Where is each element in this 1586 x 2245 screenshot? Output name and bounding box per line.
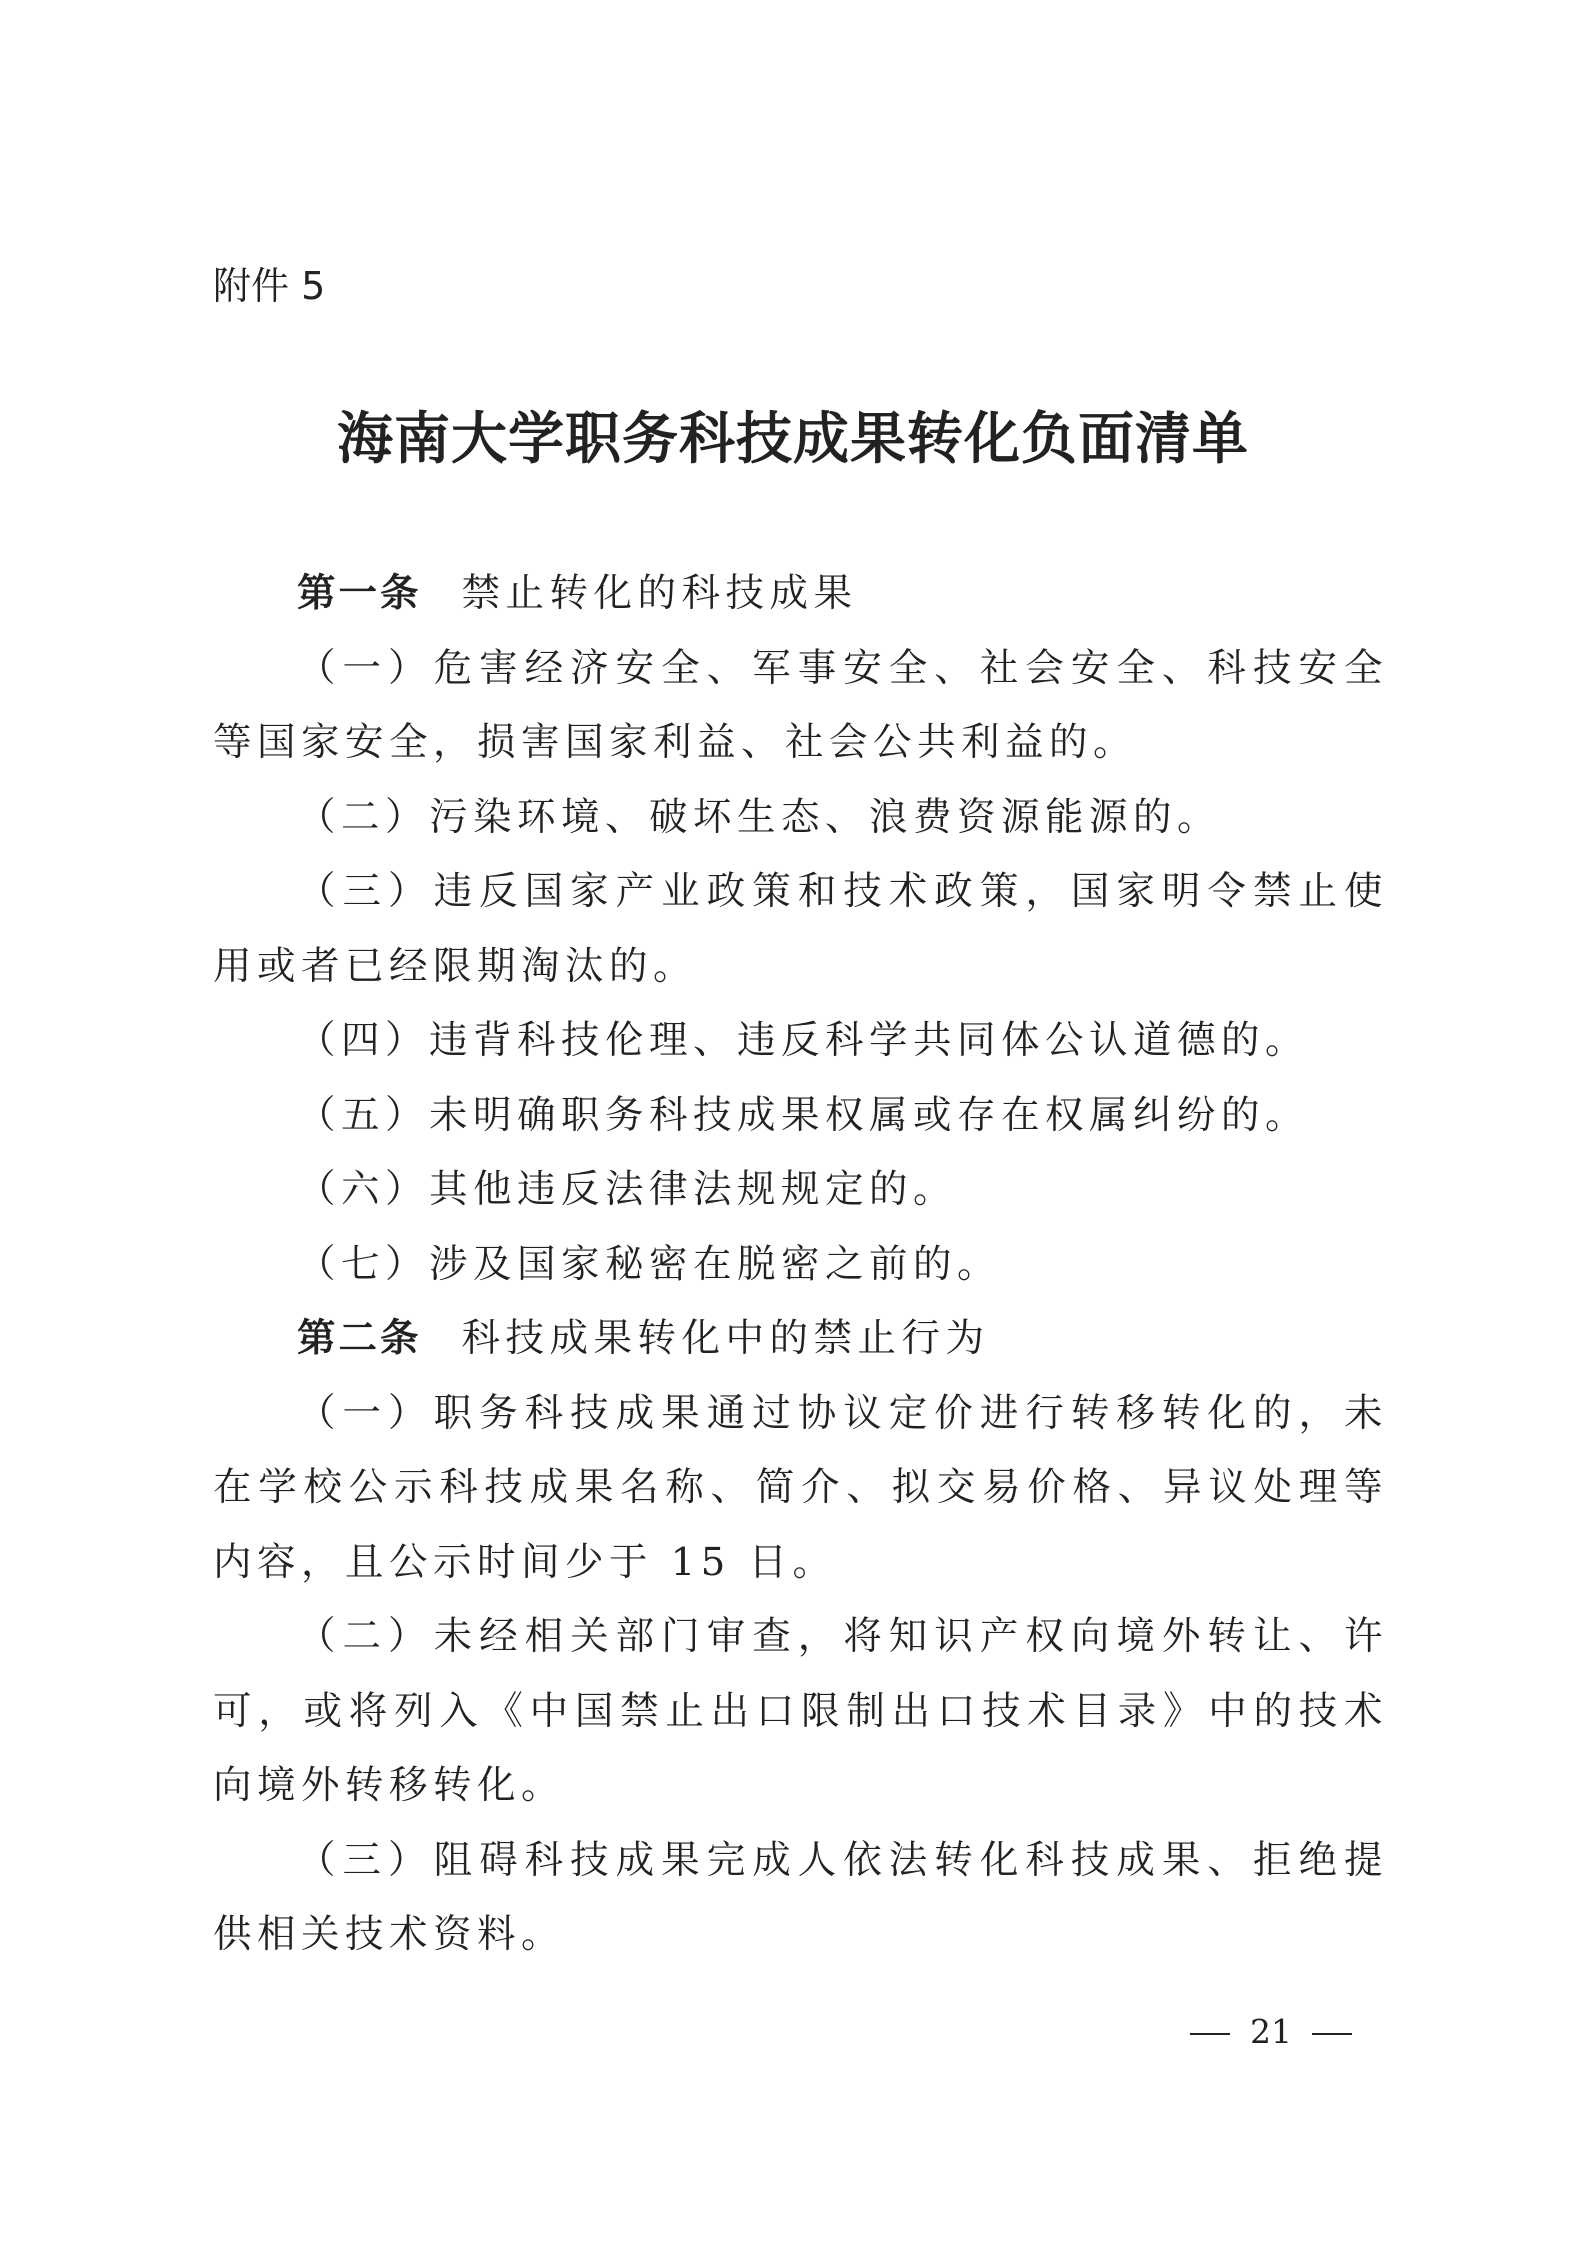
article-2-heading: 第二条 xyxy=(297,1316,422,1361)
article-1-heading: 第一条 xyxy=(297,571,422,616)
article-2-heading-line xyxy=(213,1302,1388,1377)
page-number: 21 xyxy=(1250,2012,1292,2051)
article-1-item: （三）违反国家产业政策和技术政策，国家明令禁止使用或者已经限期淘汰的。 xyxy=(213,869,1388,989)
page-footer xyxy=(1170,2012,1372,2052)
page-number-dash-right xyxy=(1312,2033,1352,2035)
article-1-item: （七）涉及国家秘密在脱密之前的。 xyxy=(297,1241,1002,1287)
document-title: 海南大学职务科技成果转化负面清单 xyxy=(337,406,1249,472)
article-1-item: （五）未明确职务科技成果权属或存在权属纠纷的。 xyxy=(297,1092,1310,1138)
attachment-label: 附件 5 xyxy=(213,264,326,308)
article-2-item: （三）阻碍科技成果完成人依法转化科技成果、拒绝提供相关技术资料。 xyxy=(213,1837,1388,1957)
article-1-item: （四）违背科技伦理、违反科学共同体公认道德的。 xyxy=(297,1018,1310,1063)
article-1-item: （一）危害经济安全、军事安全、社会安全、科技安全等国家安全，损害国家利益、社会公共利益的。 xyxy=(213,645,1388,765)
document-body xyxy=(213,557,1388,1973)
page-number-dash-left xyxy=(1190,2033,1230,2035)
article-2-subject: 科技成果转化中的禁止行为 xyxy=(461,1316,990,1361)
article-2-item: （一）职务科技成果通过协议定价进行转移转化的，未在学校公示科技成果名称、简介、拟交易价格、异议处理等内容，且公示时间少于 15 日。 xyxy=(213,1390,1388,1585)
article-1-item: （六）其他违反法律法规规定的。 xyxy=(297,1167,958,1212)
article-1-item: （二）污染环境、破坏生态、浪费资源能源的。 xyxy=(297,794,1222,840)
article-2-item: （二）未经相关部门审查，将知识产权向境外转让、许可，或将列入《中国禁止出口限制出口技术目录》中的技术向境外转移转化。 xyxy=(213,1614,1388,1808)
article-1-heading-line xyxy=(213,557,1388,632)
article-1-subject: 禁止转化的科技成果 xyxy=(461,571,858,616)
